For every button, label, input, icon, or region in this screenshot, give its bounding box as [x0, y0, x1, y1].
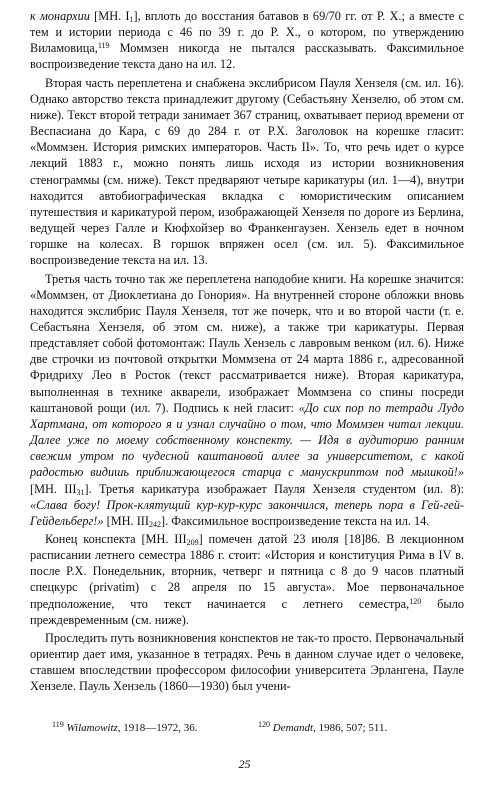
page-number: 25 — [238, 757, 251, 771]
text-run: Конец конспекта [МН. III — [45, 532, 187, 546]
page-body — [30, 8, 464, 695]
paragraph-5 — [30, 630, 464, 695]
text-run: ], вплоть до восстания батавов в 69/70 гг. от Р. Х.; а вместе с тем и истории периода с 46 по 39 г. до Р. Х., о котором, по утверждению Виламовица, — [30, 9, 464, 56]
text-run: было преждевременным (см. ниже). — [30, 596, 464, 627]
footnote-author: Wilamowitz — [66, 722, 118, 734]
footnote-number: 120 — [258, 720, 270, 729]
page-ref-subscript: 31 — [76, 487, 85, 497]
paragraph-1 — [30, 8, 464, 73]
paragraph-2 — [30, 75, 464, 269]
text-run: [МН. III — [30, 481, 77, 496]
footnote-120 — [258, 721, 387, 735]
footnote-reference: , 1986, 507; 511. — [313, 722, 388, 734]
text-run: Моммзен никогда не пытался рассказывать. Факсимильное воспроизведение текста дано на ил. 12. — [30, 41, 464, 72]
footnote-author: Demandt — [272, 722, 314, 734]
text-run: ]. Третья карикатура изображает Пауля Хензеля студентом (ил. 8): — [84, 481, 464, 496]
text-run: ] помечен датой 23 июля [18]86. В лекционном расписании летнего семестра 1886 г. стоит: «История и конституция Рима в IV в. после Р.Х. Понедельник, вторник, четверг и пятница с 8 до 9 часов платный спецкурс (privatim) с 28 апреля по 15 августа». Мое первоначальное предположение, что текст начинается с летнего семестра, — [30, 532, 465, 611]
italic-text: к монархии — [30, 9, 90, 23]
paragraph-4 — [30, 531, 464, 628]
footnote-ref: 120 — [409, 596, 422, 606]
italic-text: «Слава богу! Прок-клятущий кур-кур-курс закончился, теперь пора в Гей-гей-Гейдельберг!» — [30, 497, 464, 528]
page-ref-subscript: 209 — [186, 538, 199, 547]
text-run: [МН. III — [103, 513, 149, 528]
text-run: Вторая часть переплетена и снабжена экслибрисом Пауля Хензеля (см. ил. 16). Однако авторство текста принадлежит другому (Себастьяну Хензелю, об этом см. ниже). Текст второй тетради занимает 367 страниц, охватывает период времени от Веспасиана до Кара, с 69 до 284 г. от Р.Х. Заголовок на корешке гласит: «Моммзен. История римских императоров. Часть II». То, что речь идет о курсе лекций 1883 г., можно понять лишь исходя из истории возникновения стенограммы (см. ниже). Текст предваряют четыре карикатуры (ил. 1—4), внутри находится автобиографическая вкладка с юмористическим описанием путешествия и карикатурой пером, изображающей Хензеля по дороге из Берлина, ведущей через Галле и Кюфхойзер во Франкенгаузен. Хензель едет в ночном горшке на колесах. В горшок впряжен осел (см. ил. 5). Факсимильное воспроизведение текста на ил. 13. — [30, 75, 464, 268]
footnote-reference: , 1918—1972, 36. — [117, 722, 198, 734]
text-run: ]. Факсимильное воспроизведение текста на ил. 14. — [160, 513, 430, 528]
footnote-number: 119 — [52, 720, 64, 729]
footnote-ref: 119 — [97, 41, 110, 51]
footnote-119 — [52, 721, 198, 735]
italic-text: «До сих пор по тетради Лудо Хартмана, от которого я и узнал случайно о том, что Моммзен читал лекции. Далее уже по моему собственному конспекту. — Идя в аудиторию ранним свежим утром по чудесной каштановой аллее за университетом, с какой радостью видишь приближающегося старца с манускриптом под мышкой!» — [30, 400, 464, 480]
text-run: Проследить путь возникновения конспектов не так-то просто. Первоначальный ориентир дает имя, указанное в тетрадях. Речь в данном случае идет о человеке, ставшем впоследствии профессором философии университета Эрлангена, Пауле Хензеле. Пауль Хензель (1860—1930) был учени- — [30, 630, 464, 694]
page-ref-subscript: 1 — [129, 15, 134, 24]
text-run: [МН. I — [89, 9, 130, 23]
paragraph-3 — [30, 271, 464, 530]
page-ref-subscript: 242 — [148, 519, 161, 529]
text-run: Третья часть точно так же переплетена наподобие книги. На корешке значится: «Моммзен, от Диоклетиана до Гонория». На внутренней стороне обложки вновь находится экслибрис Пауля Хензеля, тот же почерк, что и во второй части (т. е. Себастьяна Хензеля, об этом см. ниже), а также три карикатуры. Первая представляет собой фотомонтаж: Пауль Хензель с лавровым венком (ил. 6). Ниже две строчки из почтовой открытки Моммзена от 24 марта 1886 г., адресованной Фридриху Лео в Росток (текст рассматривается ниже). Вторая карикатура, выполненная в технике акварели, изображает Моммзена со спины посреди каштановой рощи (ил. 7). Подпись к ней гласит: — [30, 271, 464, 415]
